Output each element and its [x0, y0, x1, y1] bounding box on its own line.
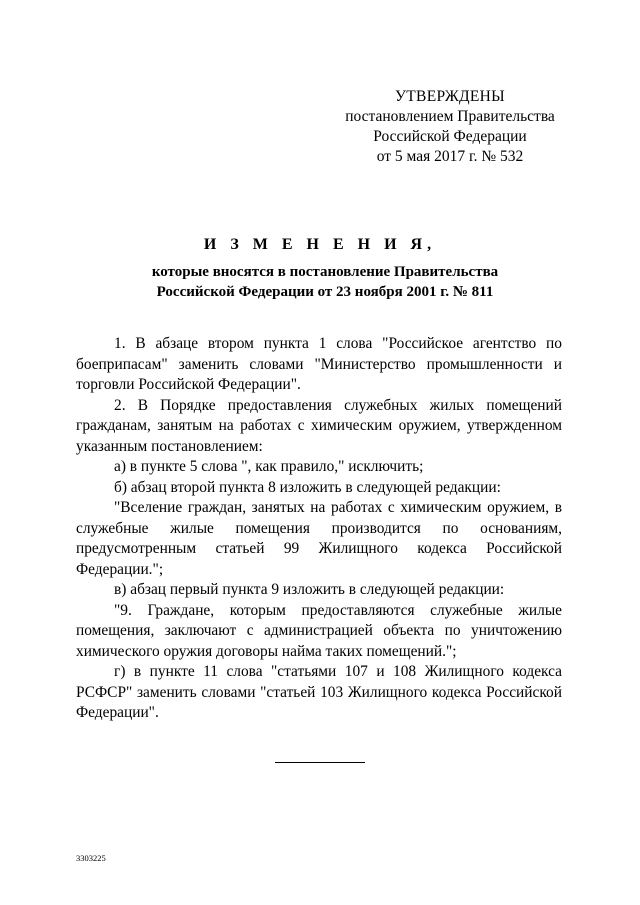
document-title: И З М Е Н Е Н И Я, — [203, 236, 437, 253]
paragraph-2c: в) абзац первый пункта 9 изложить в следующей редакции: — [114, 581, 505, 598]
approval-line-3: от 5 мая 2017 г. № 532 — [376, 148, 524, 165]
paragraph-2: 2. В Порядке предоставления служебных жилых помещений гражданам, занятым на работах с химическим оружием, утвержденном указанным постановлением: — [76, 396, 562, 455]
subtitle-line-2: Российской Федерации от 23 ноября 2001 г. № 811 — [156, 284, 494, 300]
paragraph-2d: г) в пункте 11 слова "статьями 107 и 108 Жилищного кодекса РСФСР" заменить словами "статьей 103 Жилищного кодекса Российской Федерации". — [76, 663, 562, 721]
subtitle-line-1: которые вносятся в постановление Правительства — [151, 264, 499, 280]
approval-line-1: постановлением Правительства — [345, 108, 555, 125]
document-code: 3303225 — [76, 853, 106, 863]
document-subtitle — [80, 262, 570, 302]
paragraph-2c-quote: "9. Граждане, которым предоставляются служебные жилые помещения, заключают с администрацией объекта по уничтожению химического оружия договоры найма таких помещений."; — [76, 601, 562, 660]
paragraph-1: 1. В абзаце втором пункта 1 слова "Российское агентство по боеприпасам" заменить словами "Министерство промышленности и торговли Российской Федерации". — [76, 335, 562, 393]
paragraph-2b: б) абзац второй пункта 8 изложить в следующей редакции: — [114, 478, 501, 496]
approval-title: УТВЕРЖДЕНЫ — [395, 88, 505, 105]
closing-rule — [275, 762, 365, 763]
approval-block — [340, 87, 560, 167]
document-body — [76, 334, 562, 724]
paragraph-2a: а) в пункте 5 слова ", как правило," исключить; — [114, 458, 424, 475]
paragraph-2b-quote: "Вселение граждан, занятых на работах с химическим оружием, в служебные жилые помещения производится по основаниям, предусмотренным статьей 99 Жилищного кодекса Российской Федерации."; — [76, 499, 562, 578]
approval-line-2: Российской Федерации — [373, 128, 527, 145]
